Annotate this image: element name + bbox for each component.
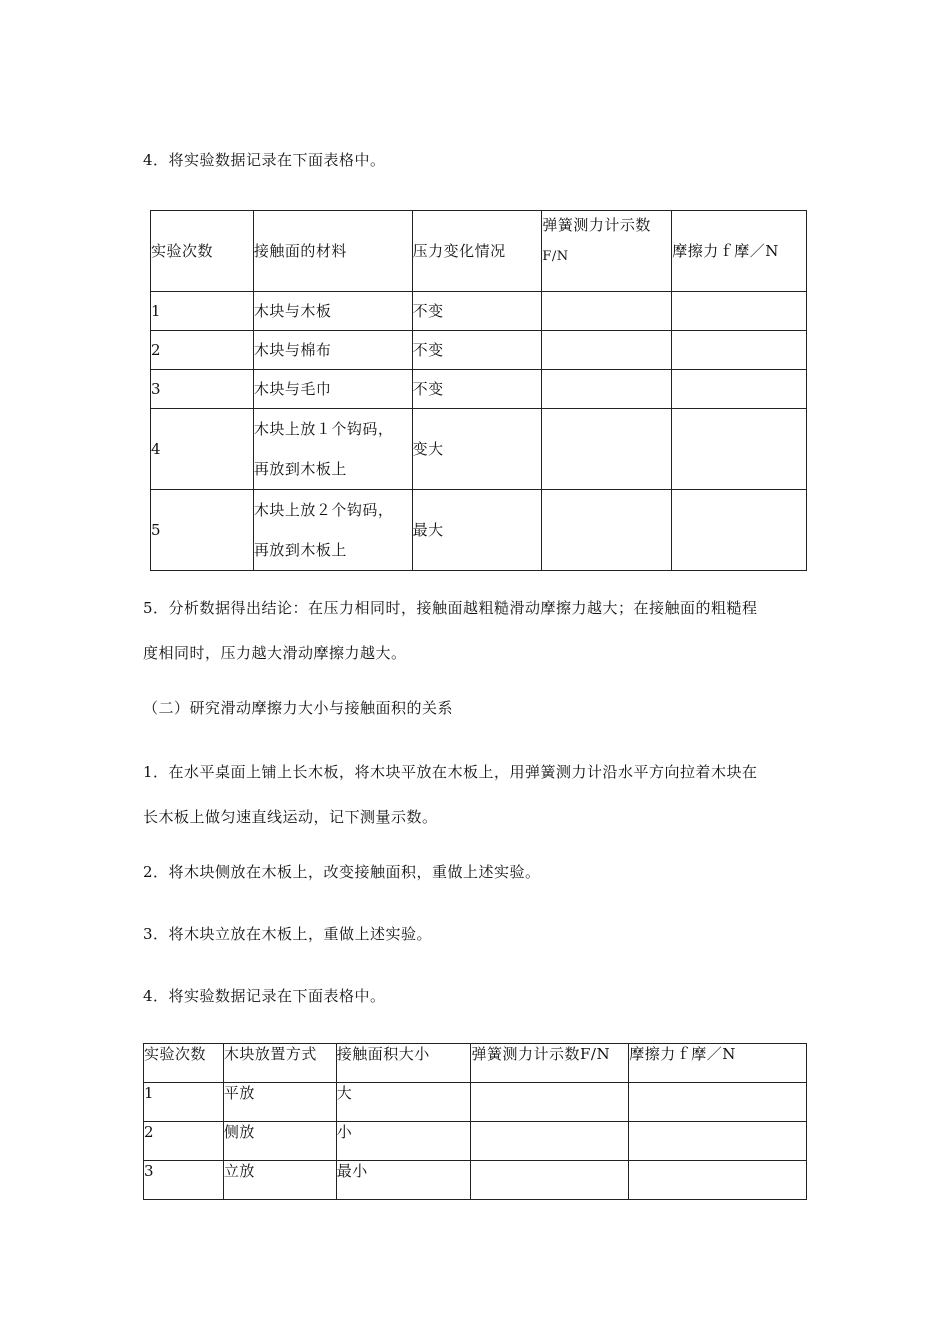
contact-material: 木块上放２个钩码， 再放到木板上: [253, 490, 412, 571]
contact-material: 木块与木板: [253, 292, 412, 331]
spring-reading-cell[interactable]: [471, 1122, 629, 1161]
pressure-change: 变大: [412, 409, 542, 490]
header-placement-method: 木块放置方式: [223, 1044, 336, 1083]
spring-reading-cell[interactable]: [542, 409, 672, 490]
placement-method: 立放: [223, 1161, 336, 1200]
header-spring-scale-reading: 弹簧测力计示数F/N: [471, 1044, 629, 1083]
step4-instruction: 4．将实验数据记录在下面表格中。: [143, 151, 386, 169]
contact-area: 最小: [336, 1161, 471, 1200]
header-spring-scale-reading: 弹簧测力计示数 F/N: [542, 211, 672, 292]
friction-cell[interactable]: [672, 292, 807, 331]
friction-cell[interactable]: [629, 1122, 807, 1161]
trial-number: 3: [144, 1161, 224, 1200]
section-title: （二）研究滑动摩擦力大小与接触面积的关系: [143, 699, 454, 717]
trial-number: 4: [151, 409, 254, 490]
step1-instruction: 1．在水平桌面上铺上长木板，将木块平放在木板上，用弹簧测力计沿水平方向拉着木块在 长木板上做匀速直线运动，记下测量示数。: [143, 763, 758, 826]
friction-cell[interactable]: [672, 409, 807, 490]
header-pressure-change: 压力变化情况: [412, 211, 542, 292]
friction-cell[interactable]: [672, 331, 807, 370]
spring-reading-cell[interactable]: [542, 292, 672, 331]
header-contact-material: 接触面的材料: [253, 211, 412, 292]
pressure-change: 不变: [412, 292, 542, 331]
table-row: [144, 1122, 807, 1161]
spring-reading-cell[interactable]: [542, 490, 672, 571]
table-row: [151, 292, 807, 331]
table-row: [151, 490, 807, 571]
friction-cell[interactable]: [672, 490, 807, 571]
friction-cell[interactable]: [672, 370, 807, 409]
header-contact-area: 接触面积大小: [336, 1044, 471, 1083]
conclusion-paragraph: 5．分析数据得出结论：在压力相同时，接触面越粗糙滑动摩擦力越大；在接触面的粗糙程 度相同时，压力越大滑动摩擦力越大。: [143, 599, 758, 662]
spring-reading-cell[interactable]: [471, 1083, 629, 1122]
step3-instruction: 3．将木块立放在木板上，重做上述实验。: [143, 925, 433, 943]
trial-number: 2: [151, 331, 254, 370]
trial-number: 1: [144, 1083, 224, 1122]
trial-number: 3: [151, 370, 254, 409]
header-trial-count: 实验次数: [151, 211, 254, 292]
contact-material: 木块与棉布: [253, 331, 412, 370]
table-row: [144, 1083, 807, 1122]
pressure-change: 不变: [412, 370, 542, 409]
contact-material: 木块与毛巾: [253, 370, 412, 409]
placement-method: 侧放: [223, 1122, 336, 1161]
header-friction-force: 摩擦力ｆ摩／N: [672, 211, 807, 292]
friction-cell[interactable]: [629, 1083, 807, 1122]
placement-method: 平放: [223, 1083, 336, 1122]
trial-number: 1: [151, 292, 254, 331]
table-header-row: [144, 1044, 807, 1083]
contact-area: 小: [336, 1122, 471, 1161]
table-row: [151, 331, 807, 370]
table-row: [151, 409, 807, 490]
pressure-change: 不变: [412, 331, 542, 370]
table-row: [144, 1161, 807, 1200]
friction-pressure-table: [150, 210, 807, 571]
contact-material: 木块上放１个钩码， 再放到木板上: [253, 409, 412, 490]
header-trial-count: 实验次数: [144, 1044, 224, 1083]
friction-area-table: [143, 1043, 807, 1200]
pressure-change: 最大: [412, 490, 542, 571]
friction-cell[interactable]: [629, 1161, 807, 1200]
step4-instruction-2: 4．将实验数据记录在下面表格中。: [143, 987, 386, 1005]
table-header-row: [151, 211, 807, 292]
spring-reading-cell[interactable]: [542, 370, 672, 409]
contact-area: 大: [336, 1083, 471, 1122]
trial-number: 2: [144, 1122, 224, 1161]
trial-number: 5: [151, 490, 254, 571]
step2-instruction: 2．将木块侧放在木板上，改变接触面积，重做上述实验。: [143, 863, 541, 881]
header-friction-force: 摩擦力ｆ摩／N: [629, 1044, 807, 1083]
table-row: [151, 370, 807, 409]
spring-reading-cell[interactable]: [471, 1161, 629, 1200]
spring-reading-cell[interactable]: [542, 331, 672, 370]
